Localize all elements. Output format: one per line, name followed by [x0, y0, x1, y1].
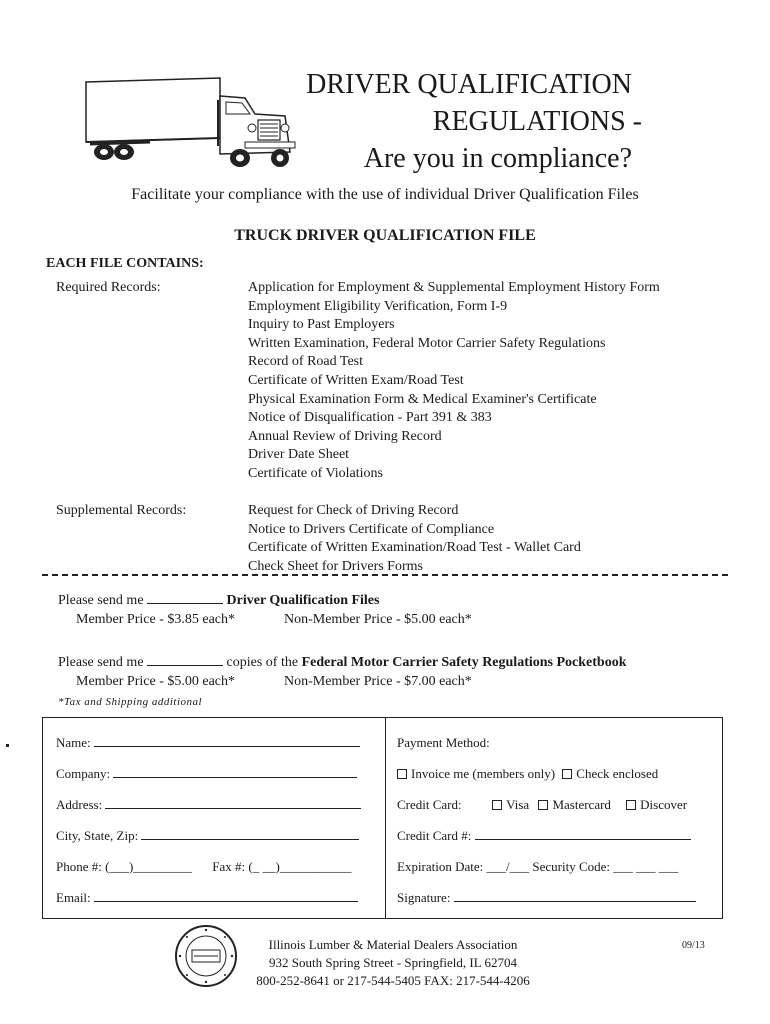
- tax-note: *Tax and Shipping additional: [58, 696, 203, 708]
- discover-label: Discover: [640, 797, 688, 812]
- phone-input[interactable]: (___)_________: [105, 859, 192, 874]
- invoice-checkbox[interactable]: [397, 769, 407, 779]
- list-item: Written Examination, Federal Motor Carrier Safety Regulations: [248, 335, 606, 351]
- city-input[interactable]: [141, 829, 359, 840]
- quantity-blank[interactable]: [147, 653, 223, 666]
- list-item: Driver Date Sheet: [248, 447, 350, 463]
- security-input[interactable]: ___ ___ ___: [613, 859, 679, 874]
- list-item: Physical Examination Form & Medical Examiner's Certificate: [248, 391, 597, 407]
- mastercard-label: Mastercard: [552, 797, 611, 812]
- signature-input[interactable]: [454, 891, 696, 902]
- phone-fax-field[interactable]: [56, 859, 351, 875]
- name-field[interactable]: [56, 735, 360, 751]
- stray-mark: [6, 744, 9, 747]
- email-input[interactable]: [94, 891, 358, 902]
- visa-checkbox[interactable]: [492, 800, 502, 810]
- footer-phone: 800-252-8641 or 217-544-5405 FAX: 217-544-4206: [256, 973, 530, 988]
- product-name: Driver Qualification Files: [226, 593, 380, 608]
- form-code: 09/13: [682, 940, 705, 951]
- payment-method-label: Payment Method:: [397, 735, 490, 750]
- name-label: Name:: [56, 735, 91, 750]
- company-label: Company:: [56, 766, 111, 781]
- order-prefix: Please send me: [58, 593, 144, 608]
- list-item: Inquiry to Past Employers: [248, 317, 395, 333]
- list-item: Certificate of Violations: [248, 465, 383, 481]
- supplemental-records-list: [248, 502, 581, 576]
- association-seal-icon: [174, 924, 238, 988]
- list-item: Request for Check of Driving Record: [248, 503, 459, 518]
- list-item: Application for Employment & Supplemental Employment History Form: [248, 280, 660, 295]
- title-line-1: DRIVER QUALIFICATION: [306, 69, 632, 100]
- signature-field[interactable]: [397, 890, 696, 906]
- email-label: Email:: [56, 890, 91, 905]
- list-item: Annual Review of Driving Record: [248, 428, 442, 444]
- title-line-3: Are you in compliance?: [363, 143, 632, 174]
- address-input[interactable]: [105, 798, 361, 809]
- city-field[interactable]: [56, 828, 359, 844]
- list-item: Certificate of Written Examination/Road Test - Wallet Card: [248, 540, 581, 556]
- member-price-1: Member Price - $3.85 each*: [76, 612, 235, 627]
- expiration-label: Expiration Date:: [397, 859, 484, 874]
- nonmember-price-1: Non-Member Price - $5.00 each*: [284, 612, 472, 627]
- list-item: Employment Eligibility Verification, Form I-9: [248, 298, 508, 314]
- phone-label: Phone #:: [56, 859, 102, 874]
- list-item: Notice of Disqualification - Part 391 & 383: [248, 410, 492, 426]
- check-checkbox[interactable]: [562, 769, 572, 779]
- payment-options: [397, 766, 658, 782]
- quantity-blank[interactable]: [147, 591, 223, 604]
- visa-label: Visa: [506, 797, 530, 812]
- order-prefix: Please send me: [58, 655, 144, 670]
- company-input[interactable]: [113, 767, 357, 778]
- company-field[interactable]: [56, 766, 357, 782]
- fax-label: Fax #:: [212, 859, 246, 874]
- mastercard-checkbox[interactable]: [538, 800, 548, 810]
- card-number-label: Credit Card #:: [397, 828, 472, 843]
- cut-line: [42, 574, 728, 576]
- subtitle: Facilitate your compliance with the use of individual Driver Qualification Files: [131, 186, 639, 203]
- fax-input[interactable]: (_ __)___________: [248, 859, 352, 874]
- list-item: Notice to Drivers Certificate of Compliance: [248, 521, 495, 537]
- footer-address: 932 South Spring Street - Springfield, IL 62704: [269, 955, 517, 970]
- list-item: Certificate of Written Exam/Road Test: [248, 372, 464, 388]
- signature-label: Signature:: [397, 890, 451, 905]
- name-input[interactable]: [94, 736, 360, 747]
- credit-card-label: Credit Card:: [397, 797, 462, 812]
- address-label: Address:: [56, 797, 103, 812]
- list-item: Record of Road Test: [248, 354, 364, 370]
- discover-checkbox[interactable]: [626, 800, 636, 810]
- product-name: Federal Motor Carrier Safety Regulations Pocketbook: [301, 655, 627, 670]
- footer-org: Illinois Lumber & Material Dealers Association: [268, 937, 518, 952]
- card-number-input[interactable]: [475, 829, 691, 840]
- section-heading: TRUCK DRIVER QUALIFICATION FILE: [234, 227, 536, 244]
- order-line-1: [58, 591, 379, 609]
- city-label: City, State, Zip:: [56, 828, 139, 843]
- email-field[interactable]: [56, 890, 358, 906]
- supplemental-records-label: Supplemental Records:: [56, 503, 187, 518]
- nonmember-price-2: Non-Member Price - $7.00 each*: [284, 674, 472, 689]
- contents-heading: EACH FILE CONTAINS:: [46, 256, 204, 271]
- required-records-label: Required Records:: [56, 280, 161, 295]
- expiration-field[interactable]: [397, 859, 678, 875]
- order-mid: copies of the: [226, 655, 299, 670]
- credit-card-row: [397, 797, 687, 813]
- check-label: Check enclosed: [576, 766, 659, 781]
- address-field[interactable]: [56, 797, 361, 813]
- member-price-2: Member Price - $5.00 each*: [76, 674, 235, 689]
- order-line-2: [58, 653, 626, 671]
- footer-contact: [240, 936, 546, 990]
- truck-illustration: [80, 76, 300, 176]
- card-number-field[interactable]: [397, 828, 691, 844]
- title-line-2: REGULATIONS -: [432, 106, 642, 137]
- required-records-list: [248, 279, 660, 484]
- list-item: Check Sheet for Drivers Forms: [248, 558, 423, 574]
- expiration-input[interactable]: ___/___: [486, 859, 530, 874]
- security-label: Security Code:: [532, 859, 611, 874]
- form-divider: [385, 717, 386, 919]
- invoice-label: Invoice me (members only): [411, 766, 556, 781]
